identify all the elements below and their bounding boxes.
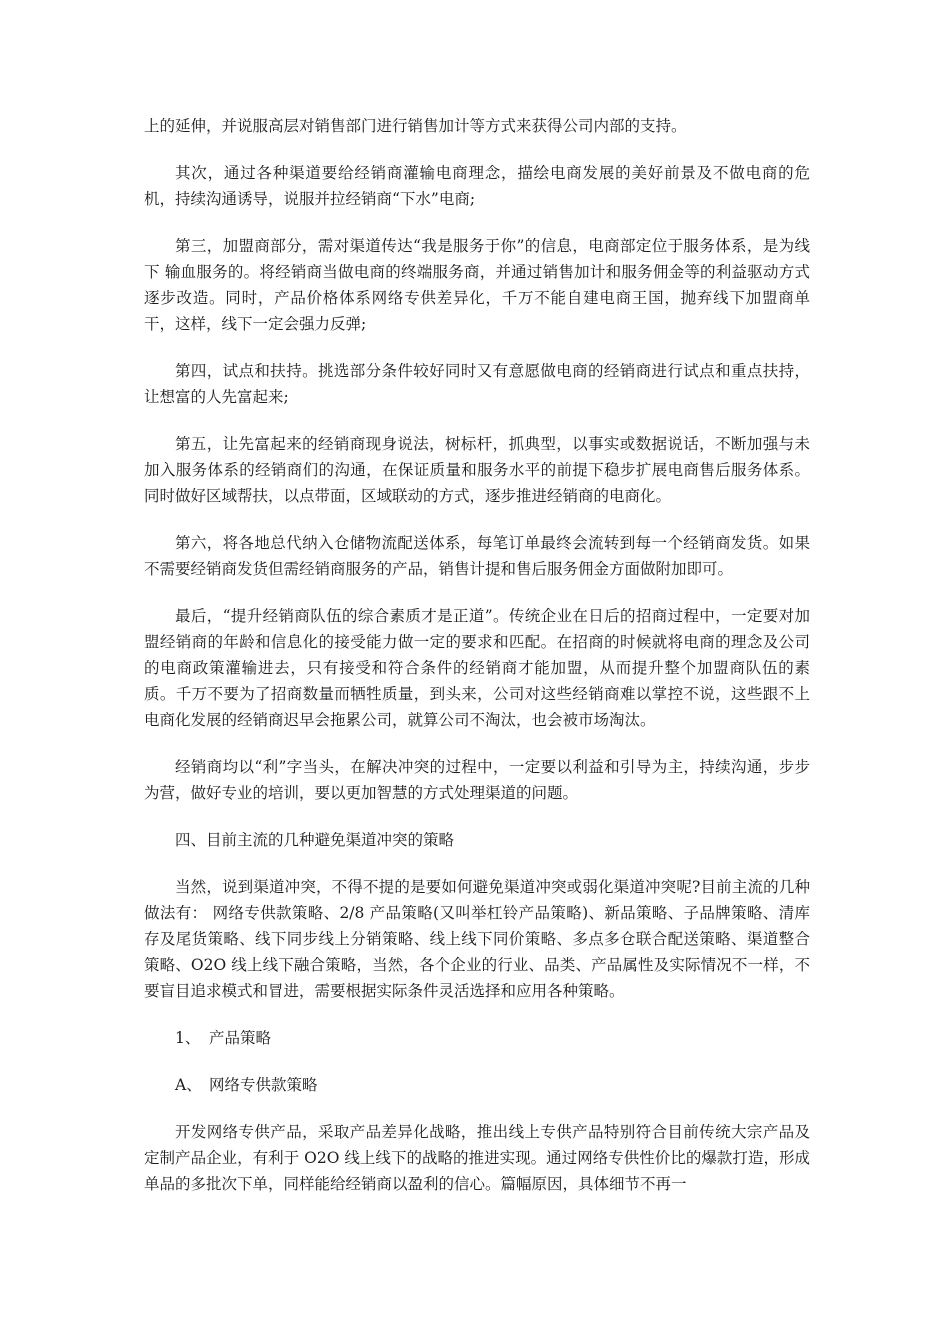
document-body	[144, 113, 810, 1218]
list-letter: A、	[175, 1076, 202, 1094]
list-number: 1、	[175, 1029, 201, 1047]
list-heading-text: 网络专供款策略	[209, 1076, 318, 1094]
list-heading-text: 产品策略	[209, 1029, 272, 1047]
list-heading-network-exclusive	[144, 1072, 810, 1098]
paragraph-fifth-point: 第五，让先富起来的经销商现身说法，树标杆，抓典型，以事实或数据说话，不断加强与未加入服务体系的经销商们的沟通，在保证质量和服务水平的前提下稳步扩展电商售后服务体系。同时做好区域帮扶，以点带面，区域联动的方式，逐步推进经销商的电商化。	[144, 435, 810, 505]
paragraph-final-point: 最后，“提升经销商队伍的综合素质才是正道”。传统企业在日后的招商过程中，一定要对加盟经销商的年龄和信息化的接受能力做一定的要求和匹配。在招商的时候就将电商的理念及公司的电商政策灌输进去，只有接受和符合条件的经销商才能加盟，从而提升整个加盟商队伍的素质。千万不要为了招商数量而牺牲质量，到头来，公司对这些经销商难以掌控不说，这些跟不上电商化发展的经销商迟早会拖累公司，就算公司不淘汰，也会被市场淘汰。	[144, 607, 810, 729]
paragraph-continuation: 上的延伸，并说服高层对销售部门进行销售加计等方式来获得公司内部的支持。	[144, 117, 687, 135]
paragraph-second-point: 其次，通过各种渠道要给经销商灌输电商理念，描绘电商发展的美好前景及不做电商的危机，持续沟通诱导，说服并拉经销商“下水”电商;	[144, 164, 810, 208]
paragraph-strategies-intro: 当然，说到渠道冲突，不得不提的是要如何避免渠道冲突或弱化渠道冲突呢?目前主流的几种做法有： 网络专供款策略、2/8 产品策略(又叫举杠铃产品策略)、新品策略、子品牌策略、清库存及尾货策略、线下同步线上分销策略、线上线下同价策略、多点多仓联合配送策略、渠道整合策略、O2O 线上线下融合策略，当然，各个企业的行业、品类、产品属性及实际情况不一样，不要盲目追求模式和冒进，需要根据实际条件灵活选择和应用各种策略。	[144, 878, 810, 1000]
paragraph-third-point: 第三，加盟商部分，需对渠道传达“我是服务于你”的信息，电商部定位于服务体系，是为线下 输血服务的。将经销商当做电商的终端服务商，并通过销售加计和服务佣金等的利益驱动方式逐步改造。同时，产品价格体系网络专供差异化，千万不能自建电商王国，抛弃线下加盟商单干，这样，线下一定会强力反弹;	[144, 237, 810, 333]
paragraph-fourth-point: 第四，试点和扶持。挑选部分条件较好同时又有意愿做电商的经销商进行试点和重点扶持，让想富的人先富起来;	[144, 362, 810, 406]
paragraph-summary: 经销商均以“利”字当头，在解决冲突的过程中，一定要以利益和引导为主，持续沟通，步步为营，做好专业的培训，要以更加智慧的方式处理渠道的问题。	[144, 758, 810, 802]
section-heading: 四、目前主流的几种避免渠道冲突的策略	[175, 831, 455, 849]
list-heading-product-strategy	[144, 1025, 810, 1051]
paragraph-network-exclusive: 开发网络专供产品，采取产品差异化战略，推出线上专供产品特别符合目前传统大宗产品及定制产品企业，有利于 O2O 线上线下的战略的推进实现。通过网络专供性价比的爆款打造，形成单品的多批次下单，同样能给经销商以盈利的信心。篇幅原因，具体细节不再一	[144, 1123, 810, 1193]
paragraph-sixth-point: 第六，将各地总代纳入仓储物流配送体系，每笔订单最终会流转到每一个经销商发货。如果不需要经销商发货但需经销商服务的产品，销售计提和售后服务佣金方面做附加即可。	[144, 534, 810, 578]
